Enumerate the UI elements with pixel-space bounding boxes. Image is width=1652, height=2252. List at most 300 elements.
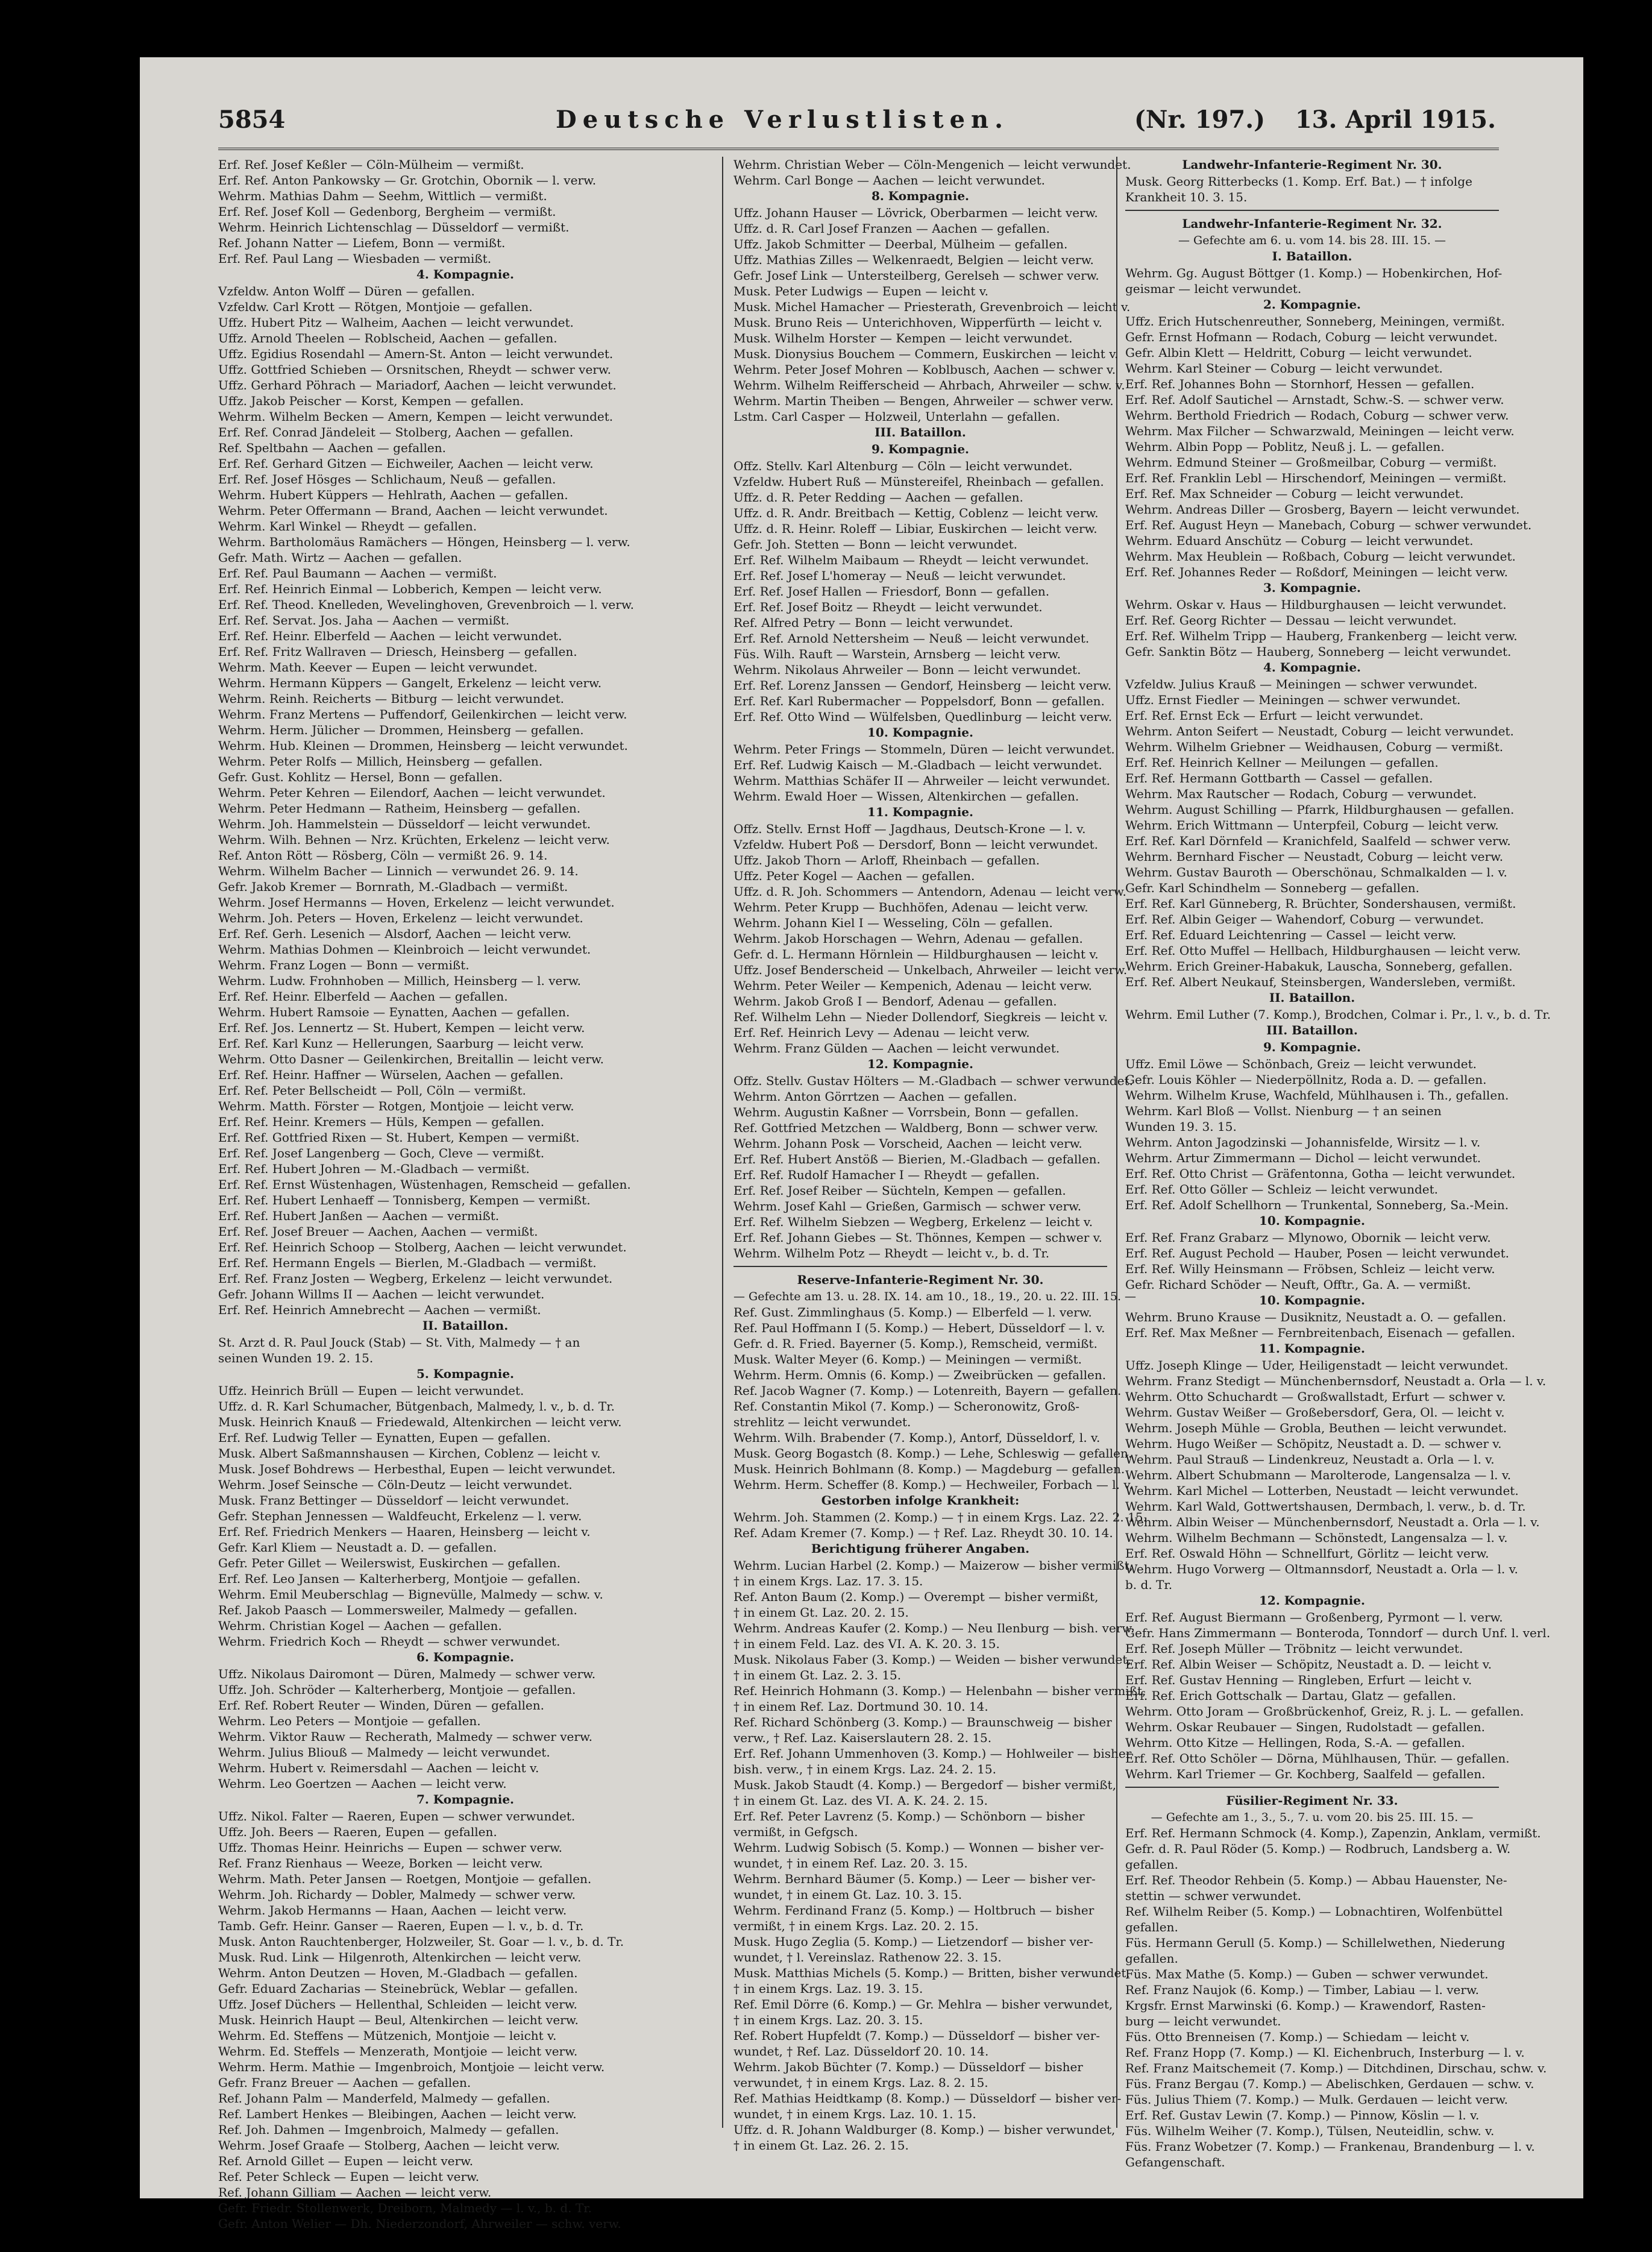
casualty-entry: Erf. Ref. Leo Jansen — Kalterherberg, Montjoie — gefallen. [218, 1571, 581, 1586]
casualty-entry: vermißt, in Gefgsch. [733, 1825, 858, 1839]
casualty-entry: Uffz. Arnold Theelen — Roblscheid, Aachen — gefallen. [218, 331, 557, 345]
casualty-entry: Füs. Wilhelm Weiher (7. Komp.), Tülsen, Neuteidlin, schw. v. [1125, 2124, 1495, 2138]
publication-title: Deutsche Verlustlisten. [556, 105, 1010, 134]
casualty-entry: Wehrm. Josef Graafe — Stolberg, Aachen — leicht verw. [218, 2138, 560, 2153]
casualty-entry: Ref. Gottfried Metzchen — Waldberg, Bonn — schwer verw. [733, 1121, 1099, 1135]
casualty-entry: Ref. Franz Maitschemeit (7. Komp.) — Ditchdinen, Dirschau, schw. v. [1125, 2061, 1547, 2075]
casualty-entry: Füs. Wilh. Rauft — Warstein, Arnsberg — leicht verw. [733, 647, 1061, 661]
casualty-entry: Erf. Ref. Johann Ummenhoven (3. Komp.) — Hohlweiler — bisher [733, 1746, 1132, 1761]
section-heading: II. Bataillon. [422, 1318, 509, 1333]
casualty-entry: Erf. Ref. Ludwig Kaisch — M.-Gladbach — leicht verwundet. [733, 758, 1102, 772]
casualty-entry: Erf. Ref. Joseph Müller — Tröbnitz — leicht verwundet. [1125, 1641, 1463, 1656]
casualty-entry: Wehrm. Josef Seinsche — Cöln-Deutz — leicht verwundet. [218, 1477, 573, 1492]
casualty-entry: Wehrm. Gg. August Böttger (1. Komp.) — Hobenkirchen, Hof- [1125, 266, 1503, 280]
casualty-entry: Erf. Ref. Fritz Wallraven — Driesch, Heinsberg — gefallen. [218, 644, 577, 659]
casualty-entry: Gefr. Eduard Zacharias — Steinebrück, Weblar — gefallen. [218, 1981, 578, 1996]
issue-number: (Nr. 197.) [1134, 105, 1266, 134]
casualty-entry: Wehrm. Bernhard Fischer — Neustadt, Coburg — leicht verw. [1125, 849, 1504, 864]
casualty-entry: Musk. Franz Bettinger — Düsseldorf — leicht verwundet. [218, 1493, 570, 1508]
casualty-entry: Krgsfr. Ernst Marwinski (6. Komp.) — Krawendorf, Rasten- [1125, 1998, 1486, 2013]
casualty-entry: Erf. Ref. Otto Göller — Schleiz — leicht verwundet. [1125, 1182, 1439, 1197]
casualty-entry: Erf. Ref. Josef Koll — Gedenborg, Bergheim — vermißt. [218, 204, 556, 219]
casualty-entry: Musk. Hugo Zeglia (5. Komp.) — Lietzendorf — bisher ver- [733, 1934, 1093, 1949]
casualty-entry: Wehrm. Gustav Weißer — Großebersdorf, Gera, Ol. — leicht v. [1125, 1405, 1505, 1420]
casualty-entry: Erf. Ref. Theodor Rehbein (5. Komp.) — Abbau Hauenster, Ne- [1125, 1873, 1507, 1887]
casualty-entry: Ref. Franz Hopp (7. Komp.) — Kl. Eichenbruch, Insterburg — l. v. [1125, 2045, 1525, 2060]
casualty-entry: Erf. Ref. Heinr. Elberfeld — Aachen — leicht verwundet. [218, 629, 562, 643]
section-heading: 11. Kompagnie. [867, 805, 973, 819]
casualty-entry: Gefr. Anton Welier — Dh. Niederzondorf, Ahrweiler — schw. verw. [218, 2216, 621, 2231]
casualty-entry: Wehrm. Anton Görrtzen — Aachen — gefallen. [733, 1089, 1017, 1104]
casualty-entry: Erf. Ref. Heinrich Kellner — Meilungen — gefallen. [1125, 755, 1439, 770]
casualty-entry: Wehrm. Mathias Dahm — Seehm, Wittlich — vermißt. [218, 189, 547, 203]
casualty-entry: Erf. Ref. Johann Giebes — St. Thönnes, Kempen — schwer v. [733, 1230, 1102, 1245]
casualty-entry: verw., † Ref. Laz. Kaiserslautern 28. 2. 15. [733, 1731, 992, 1745]
page-number: 5854 [218, 105, 286, 134]
casualty-entry: Wehrm. Matthias Schäfer II — Ahrweiler — leicht verwundet. [733, 773, 1111, 788]
casualty-entry: Wehrm. Herm. Jülicher — Drommen, Heinsberg — gefallen. [218, 723, 584, 737]
casualty-entry: Musk. Heinrich Knauß — Friedewald, Altenkirchen — leicht verw. [218, 1415, 622, 1429]
casualty-entry: Uffz. Jakob Peischer — Korst, Kempen — gefallen. [218, 394, 524, 408]
casualty-entry: Füs. Otto Brenneisen (7. Komp.) — Schiedam — leicht v. [1125, 2030, 1470, 2044]
casualty-entry: Wehrm. Wilhelm Becken — Amern, Kempen — leicht verwundet. [218, 409, 614, 424]
casualty-entry: Uffz. Johann Hauser — Lövrick, Oberbarmen — leicht verw. [733, 206, 1098, 220]
casualty-entry: Krankheit 10. 3. 15. [1125, 190, 1248, 204]
casualty-entry: Wehrm. Wilhelm Potz — Rheydt — leicht v., b. d. Tr. [733, 1246, 1050, 1260]
casualty-entry: Wehrm. Peter Hedmann — Ratheim, Heinsberg — gefallen. [218, 801, 581, 816]
casualty-entry: Wehrm. Franz Logen — Bonn — vermißt. [218, 958, 470, 972]
casualty-entry: Wunden 19. 3. 15. [1125, 1119, 1237, 1134]
casualty-entry: gefallen. [1125, 1951, 1178, 1966]
casualty-entry: Erf. Ref. Heinrich Einmal — Lobberich, Kempen — leicht verw. [218, 582, 602, 596]
casualty-entry: Offz. Stellv. Gustav Hölters — M.-Gladbach — schwer verwundet. [733, 1074, 1133, 1088]
casualty-entry: Wehrm. Jakob Groß I — Bendorf, Adenau — gefallen. [733, 994, 1057, 1008]
casualty-entry: Wehrm. Martin Theiben — Bengen, Ahrweiler — schwer verw. [733, 394, 1114, 408]
casualty-entry: Erf. Ref. Heinr. Kremers — Hüls, Kempen — gefallen. [218, 1115, 545, 1129]
casualty-entry: Wehrm. Hubert Küppers — Hehlrath, Aachen — gefallen. [218, 488, 568, 502]
casualty-entry: Musk. Walter Meyer (6. Komp.) — Meiningen — vermißt. [733, 1352, 1082, 1367]
section-heading: Füsilier-Regiment Nr. 33. [1226, 1793, 1398, 1808]
section-heading: 9. Kompagnie. [871, 442, 970, 456]
casualty-entry: verwundet, † in einem Krgs. Laz. 8. 2. 15. [733, 2075, 988, 2090]
casualty-entry: Lstm. Carl Casper — Holzweil, Unterlahn — gefallen. [733, 409, 1060, 424]
casualty-entry: Ref. Jacob Wagner (7. Komp.) — Lotenreith, Bayern — gefallen. [733, 1383, 1122, 1398]
casualty-entry: Wehrm. Hugo Vorwerg — Oltmannsdorf, Neustadt a. Orla — l. v. [1125, 1562, 1518, 1576]
casualty-entry: Uffz. d. R. Karl Schumacher, Bütgenbach, Malmedy, l. v., b. d. Tr. [218, 1399, 615, 1414]
casualty-entry: Gefr. d. L. Hermann Hörnlein — Hildburghausen — leicht v. [733, 947, 1099, 961]
casualty-entry: strehlitz — leicht verwundet. [733, 1415, 911, 1429]
casualty-entry: Wehrm. Karl Steiner — Coburg — leicht verwundet. [1125, 361, 1443, 376]
section-heading: 10. Kompagnie. [867, 725, 973, 740]
casualty-entry: Erf. Ref. Max Meßner — Fernbreitenbach, Eisenach — gefallen. [1125, 1326, 1516, 1340]
casualty-entry: Erf. Ref. Otto Schöler — Dörna, Mühlhausen, Thür. — gefallen. [1125, 1751, 1510, 1766]
casualty-entry: Wehrm. Karl Triemer — Gr. Kochberg, Saalfeld — gefallen. [1125, 1767, 1486, 1781]
casualty-entry: Erf. Ref. Heinr. Haffner — Würselen, Aachen — gefallen. [218, 1068, 564, 1082]
casualty-entry: Wehrm. Eduard Anschütz — Coburg — leicht verwundet. [1125, 533, 1474, 548]
casualty-entry: Musk. Heinrich Bohlmann (8. Komp.) — Magdeburg — gefallen. [733, 1462, 1125, 1476]
casualty-entry: Wehrm. Hub. Kleinen — Drommen, Heinsberg — leicht verwundet. [218, 738, 628, 753]
casualty-entry: Musk. Peter Ludwigs — Eupen — leicht v. [733, 284, 989, 298]
casualty-entry: Wehrm. Herm. Scheffer (8. Komp.) — Hechweiler, Forbach — l. v. [733, 1477, 1133, 1492]
casualty-entry: Wehrm. Ferdinand Franz (5. Komp.) — Holtbruch — bisher [733, 1903, 1095, 1917]
casualty-entry: Uffz. Emil Löwe — Schönbach, Greiz — leicht verwundet. [1125, 1057, 1477, 1071]
casualty-entry: Wehrm. Andreas Diller — Grosberg, Bayern — leicht verwundet. [1125, 502, 1520, 517]
casualty-entry: Uffz. Erich Hutschenreuther, Sonneberg, Meiningen, vermißt. [1125, 314, 1505, 329]
casualty-entry: Wehrm. Edmund Steiner — Großmeilbar, Coburg — vermißt. [1125, 455, 1497, 470]
casualty-entry: † in einem Gt. Laz. 2. 3. 15. [733, 1668, 902, 1682]
casualty-entry: Ref. Johann Palm — Manderfeld, Malmedy — gefallen. [218, 2091, 550, 2106]
casualty-entry: Wehrm. Viktor Rauw — Recherath, Malmedy — schwer verw. [218, 1729, 593, 1744]
casualty-entry: Ref. Franz Rienhaus — Weeze, Borken — leicht verw. [218, 1856, 543, 1870]
casualty-entry: Musk. Georg Bogastch (8. Komp.) — Lehe, Schleswig — gefallen. [733, 1446, 1132, 1461]
casualty-entry: Wehrm. Josef Kahl — Grießen, Garmisch — schwer verw. [733, 1199, 1082, 1213]
casualty-entry: Wehrm. Hubert v. Reimersdahl — Aachen — leicht v. [218, 1761, 539, 1775]
casualty-entry: Erf. Ref. Peter Lavrenz (5. Komp.) — Schönborn — bisher [733, 1809, 1085, 1823]
casualty-entry: † in einem Krgs. Laz. 17. 3. 15. [733, 1574, 923, 1588]
casualty-entry: Musk. Matthias Michels (5. Komp.) — Britten, bisher verwundet, [733, 1966, 1130, 1980]
casualty-entry: Wehrm. Nikolaus Ahrweiler — Bonn — leicht verwundet. [733, 662, 1081, 677]
casualty-entry: Erf. Ref. Josef Keßler — Cöln-Mülheim — vermißt. [218, 157, 524, 172]
casualty-entry: Erf. Ref. Wilhelm Maibaum — Rheydt — leicht verwundet. [733, 553, 1089, 567]
casualty-entry: Musk. Bruno Reis — Unterichhoven, Wipperfürth — leicht v. [733, 315, 1102, 330]
casualty-entry: Uffz. Josef Benderscheid — Unkelbach, Ahrweiler — leicht verw. [733, 963, 1128, 977]
casualty-entry: Erf. Ref. Gustav Henning — Ringleben, Erfurt — leicht v. [1125, 1673, 1472, 1687]
casualty-entry: Wehrm. Ed. Steffels — Menzerath, Montjoie — leicht verw. [218, 2044, 578, 2059]
casualty-entry: Erf. Ref. Hermann Schmock (4. Komp.), Zapenzin, Anklam, vermißt. [1125, 1826, 1541, 1840]
casualty-entry: Vzfeldw. Hubert Poß — Dersdorf, Bonn — leicht verwundet. [733, 837, 1098, 852]
casualty-entry: Wehrm. Herm. Omnis (6. Komp.) — Zweibrücken — gefallen. [733, 1368, 1107, 1382]
casualty-entry: Ref. Peter Schleck — Eupen — leicht verw. [218, 2169, 480, 2184]
casualty-entry: Offz. Stellv. Karl Altenburg — Cöln — leicht verwundet. [733, 459, 1073, 473]
casualty-entry: Wehrm. Anton Deutzen — Hoven, M.-Gladbach — gefallen. [218, 1966, 578, 1980]
section-heading: 4. Kompagnie. [1263, 660, 1361, 675]
casualty-entry: Wehrm. Jakob Horschagen — Wehrn, Adenau — gefallen. [733, 931, 1083, 946]
casualty-entry: Erf. Ref. Rudolf Hamacher I — Rheydt — gefallen. [733, 1168, 1040, 1182]
header-rule [218, 148, 1499, 150]
casualty-entry: Wehrm. Lucian Harbel (2. Komp.) — Maizerow — bisher vermißt, [733, 1558, 1133, 1573]
casualty-entry: Wehrm. Matth. Förster — Rotgen, Montjoie — leicht verw. [218, 1099, 574, 1113]
casualty-entry: Erf. Ref. Josef Langenberg — Goch, Cleve — vermißt. [218, 1146, 545, 1160]
casualty-entry: Erf. Ref. Heinrich Levy — Adenau — leicht verw. [733, 1025, 1030, 1040]
casualty-entry: Erf. Ref. August Biermann — Großenberg, Pyrmont — l. verw. [1125, 1610, 1503, 1625]
casualty-entry: Gefr. d. R. Paul Röder (5. Komp.) — Rodbruch, Landsberg a. W. [1125, 1842, 1511, 1856]
casualty-entry: Musk. Jakob Staudt (4. Komp.) — Bergedorf — bisher vermißt, [733, 1778, 1116, 1792]
casualty-entry: Wehrm. Friedrich Koch — Rheydt — schwer verwundet. [218, 1634, 561, 1649]
casualty-entry: Gefr. Albin Klett — Heldritt, Coburg — leicht verwundet. [1125, 345, 1472, 360]
section-subheading: — Gefechte am 6. u. vom 14. bis 28. III. 15. — [1178, 234, 1446, 247]
casualty-entry: Erf. Ref. Ludwig Teller — Eynatten, Eupen — gefallen. [218, 1430, 551, 1445]
casualty-entry: Ref. Franz Naujok (6. Komp.) — Timber, Labiau — l. verw. [1125, 1983, 1480, 1997]
casualty-entry: Erf. Ref. Otto Wind — Wülfelsben, Quedlinburg — leicht verw. [733, 709, 1113, 724]
casualty-entry: Ref. Richard Schönberg (3. Komp.) — Braunschweig — bisher [733, 1715, 1112, 1729]
casualty-entry: Wehrm. Otto Dasner — Geilenkirchen, Breitallin — leicht verw. [218, 1052, 605, 1066]
casualty-entry: Wehrm. Wilhelm Bechmann — Schönstedt, Langensalza — l. v. [1125, 1530, 1508, 1545]
casualty-entry: stettin — schwer verwundet. [1125, 1889, 1302, 1903]
casualty-entry: Erf. Ref. Otto Christ — Gräfentonna, Gotha — leicht verwundet. [1125, 1166, 1516, 1181]
casualty-entry: Wehrm. Karl Michel — Lotterben, Neustadt — leicht verwundet. [1125, 1483, 1519, 1498]
casualty-entry: Ref. Adam Kremer (7. Komp.) — † Ref. Laz. Rheydt 30. 10. 14. [733, 1526, 1113, 1540]
casualty-entry: Wehrm. Carl Bonge — Aachen — leicht verwundet. [733, 173, 1045, 187]
casualty-entry: Wehrm. Albin Popp — Poblitz, Neuß j. L. — gefallen. [1125, 439, 1445, 454]
casualty-entry: gefallen. [1125, 1920, 1178, 1934]
section-heading: Reserve-Infanterie-Regiment Nr. 30. [797, 1272, 1044, 1287]
casualty-entry: Wehrm. Karl Bloß — Vollst. Nienburg — † an seinen [1125, 1104, 1442, 1118]
section-heading: 10. Kompagnie. [1259, 1293, 1365, 1307]
casualty-entry: Gefr. d. R. Fried. Bayerner (5. Komp.), Remscheid, vermißt. [733, 1336, 1098, 1351]
casualty-entry: wundet, † Ref. Laz. Düsseldorf 20. 10. 14. [733, 2044, 989, 2059]
casualty-entry: Erf. Ref. Johannes Reder — Roßdorf, Meiningen — leicht verw. [1125, 565, 1509, 579]
casualty-entry: Ref. Emil Dörre (6. Komp.) — Gr. Mehlra — bisher verwundet, [733, 1997, 1113, 2011]
casualty-entry: Erf. Ref. Karl Kunz — Hellerungen, Saarburg — leicht verw. [218, 1036, 584, 1051]
casualty-entry: Uffz. Peter Kogel — Aachen — gefallen. [733, 869, 975, 883]
casualty-entry: Wehrm. Otto Joram — Großbrückenhof, Greiz, R. j. L. — gefallen. [1125, 1704, 1524, 1719]
casualty-entry: Gefr. Ernst Hofmann — Rodach, Coburg — leicht verwundet. [1125, 330, 1498, 344]
casualty-entry: Ref. Wilhelm Reiber (5. Komp.) — Lobnachtiren, Wolfenbüttel [1125, 1904, 1503, 1919]
casualty-entry: Erf. Ref. Karl Günneberg, R. Brüchter, Sondershausen, vermißt. [1125, 896, 1516, 911]
section-heading: 11. Kompagnie. [1259, 1341, 1365, 1356]
casualty-entry: Ref. Lambert Henkes — Bleibingen, Aachen — leicht verw. [218, 2107, 577, 2121]
casualty-entry: Wehrm. Bernhard Bäumer (5. Komp.) — Leer — bisher ver- [733, 1872, 1096, 1886]
casualty-entry: Wehrm. Erich Wittmann — Unterpfeil, Coburg — leicht verw. [1125, 818, 1499, 832]
casualty-entry: Wehrm. Anton Seifert — Neustadt, Coburg — leicht verwundet. [1125, 724, 1514, 738]
section-heading: 12. Kompagnie. [1259, 1593, 1365, 1608]
casualty-entry: Wehrm. Franz Stedigt — Münchenbernsdorf, Neustadt a. Orla — l. v. [1125, 1374, 1547, 1388]
casualty-entry: Wehrm. Andreas Kaufer (2. Komp.) — Neu Ilenburg — bish. verw. [733, 1621, 1135, 1635]
casualty-entry: Erf. Ref. Karl Rubermacher — Poppelsdorf, Bonn — gefallen. [733, 694, 1105, 708]
casualty-entry: Füs. Max Mathe (5. Komp.) — Guben — schwer verwundet. [1125, 1967, 1489, 1981]
casualty-entry: Gefr. Peter Gillet — Weilerswist, Euskirchen — gefallen. [218, 1556, 561, 1570]
casualty-entry: Erf. Ref. Hubert Anstöß — Bierien, M.-Gladbach — gefallen. [733, 1152, 1101, 1166]
casualty-entry: Gefr. Gust. Kohlitz — Hersel, Bonn — gefallen. [218, 770, 503, 784]
casualty-entry: Erf. Ref. Ernst Wüstenhagen, Wüstenhagen, Remscheid — gefallen. [218, 1177, 631, 1192]
section-heading: 3. Kompagnie. [1263, 580, 1361, 595]
casualty-entry: Erf. Ref. Josef L'homeray — Neuß — leicht verwundet. [733, 568, 1066, 583]
casualty-entry: Wehrm. Joh. Hammelstein — Düsseldorf — leicht verwundet. [218, 817, 591, 831]
casualty-entry: Erf. Ref. Hubert Johren — M.-Gladbach — vermißt. [218, 1162, 530, 1176]
casualty-entry: Ref. Heinrich Hohmann (3. Komp.) — Helenbahn — bisher vermißt, [733, 1684, 1146, 1698]
casualty-entry: Gefr. Jakob Kremer — Bornrath, M.-Gladbach — vermißt. [218, 879, 568, 894]
casualty-entry: Ref. Wilhelm Lehn — Nieder Dollendorf, Siegkreis — leicht v. [733, 1010, 1108, 1024]
casualty-entry: Uffz. Joseph Klinge — Uder, Heiligenstadt — leicht verwundet. [1125, 1358, 1509, 1373]
casualty-entry: Erf. Ref. Max Schneider — Coburg — leicht verwundet. [1125, 486, 1464, 501]
casualty-entry: Wehrm. Wilhelm Kruse, Wachfeld, Mühlhausen i. Th., gefallen. [1125, 1088, 1509, 1102]
casualty-entry: Uffz. Egidius Rosendahl — Amern-St. Anton — leicht verwundet. [218, 347, 614, 361]
casualty-entry: Erf. Ref. Otto Muffel — Hellbach, Hildburghausen — leicht verw. [1125, 943, 1521, 958]
casualty-entry: Uffz. d. R. Carl Josef Franzen — Aachen — gefallen. [733, 221, 1050, 236]
casualty-entry: Wehrm. Peter Kehren — Eilendorf, Aachen — leicht verwundet. [218, 785, 606, 800]
casualty-entry: † in einem Krgs. Laz. 20. 3. 15. [733, 2013, 923, 2027]
casualty-entry: Erf. Ref. Heinrich Schoop — Stolberg, Aachen — leicht verwundet. [218, 1240, 627, 1254]
casualty-entry: Erf. Ref. Paul Lang — Wiesbaden — vermißt. [218, 251, 492, 266]
casualty-entry: Gefr. Louis Köhler — Niederpöllnitz, Roda a. D. — gefallen. [1125, 1072, 1487, 1087]
casualty-entry: Musk. Wilhelm Horster — Kempen — leicht verwundet. [733, 331, 1073, 345]
casualty-entry: seinen Wunden 19. 2. 15. [218, 1351, 374, 1365]
casualty-entry: Erf. Ref. Ernst Eck — Erfurt — leicht verwundet. [1125, 708, 1424, 723]
casualty-entry: Ref. Anton Rött — Rösberg, Cöln — vermißt 26. 9. 14. [218, 848, 548, 863]
casualty-entry: Erf. Ref. August Pechold — Hauber, Posen — leicht verwundet. [1125, 1246, 1510, 1260]
casualty-entry: Wehrm. Peter Frings — Stommeln, Düren — leicht verwundet. [733, 742, 1115, 756]
casualty-entry: Wehrm. Karl Wald, Gottwertshausen, Dermbach, l. verw., b. d. Tr. [1125, 1499, 1526, 1514]
casualty-entry: Wehrm. Math. Peter Jansen — Roetgen, Montjoie — gefallen. [218, 1872, 592, 1886]
casualty-entry: Wehrm. Franz Mertens — Puffendorf, Geilenkirchen — leicht verw. [218, 707, 627, 722]
casualty-entry: Erf. Ref. Erich Gottschalk — Dartau, Glatz — gefallen. [1125, 1688, 1456, 1703]
casualty-entry: bish. verw., † in einem Krgs. Laz. 24. 2. 15. [733, 1762, 996, 1776]
casualty-entry: Uffz. Joh. Beers — Raeren, Eupen — gefallen. [218, 1825, 497, 1839]
casualty-entry: Wehrm. Max Heublein — Roßbach, Coburg — leicht verwundet. [1125, 549, 1516, 564]
casualty-entry: † in einem Gt. Laz. 20. 2. 15. [733, 1605, 909, 1620]
casualty-entry: Wehrm. Anton Jagodzinski — Johannisfelde, Wirsitz — l. v. [1125, 1135, 1481, 1150]
casualty-entry: Erf. Ref. Franz Grabarz — Mlynowo, Obornik — leicht verw. [1125, 1230, 1491, 1245]
casualty-entry: b. d. Tr. [1125, 1577, 1173, 1592]
casualty-entry: Uffz. Joh. Schröder — Kalterherberg, Montjoie — gefallen. [218, 1682, 576, 1697]
casualty-entry: Wehrm. Leo Goertzen — Aachen — leicht verw. [218, 1776, 507, 1791]
casualty-entry: Wehrm. Joh. Richardy — Dobler, Malmedy — schwer verw. [218, 1887, 576, 1902]
casualty-entry: Wehrm. Johann Posk — Vorscheid, Aachen — leicht verw. [733, 1136, 1082, 1151]
casualty-entry: Ref. Joh. Dahmen — Imgenbroich, Malmedy — gefallen. [218, 2122, 559, 2137]
casualty-entry: Gefr. Karl Kliem — Neustadt a. D. — gefallen. [218, 1540, 497, 1555]
section-rule [1125, 210, 1499, 211]
casualty-entry: Musk. Josef Bohdrews — Herbesthal, Eupen — leicht verwundet. [218, 1462, 616, 1476]
casualty-entry: Wehrm. Gustav Bauroth — Oberschönau, Schmalkalden — l. v. [1125, 865, 1507, 879]
casualty-entry: Ref. Paul Hoffmann I (5. Komp.) — Hebert, Düsseldorf — l. v. [733, 1321, 1105, 1335]
casualty-entry: Erf. Ref. Hermann Engels — Bierlen, M.-Gladbach — vermißt. [218, 1256, 597, 1270]
casualty-entry: Wehrm. Max Rautscher — Rodach, Coburg — verwundet. [1125, 787, 1477, 801]
section-heading: 12. Kompagnie. [867, 1057, 973, 1071]
casualty-entry: Wehrm. Emil Luther (7. Komp.), Brodchen, Colmar i. Pr., l. v., b. d. Tr. [1125, 1007, 1551, 1022]
casualty-entry: Erf. Ref. Peter Bellscheidt — Poll, Cöln — vermißt. [218, 1083, 526, 1098]
casualty-entry: Erf. Ref. Arnold Nettersheim — Neuß — leicht verwundet. [733, 631, 1090, 646]
casualty-entry: wundet, † in einem Ref. Laz. 20. 3. 15. [733, 1856, 968, 1870]
casualty-entry: Wehrm. Julius Bliouß — Malmedy — leicht verwundet. [218, 1745, 550, 1760]
casualty-entry: Uffz. d. R. Joh. Schommers — Antendorn, Adenau — leicht verw. [733, 884, 1126, 899]
casualty-entry: Ref. Arnold Gillet — Eupen — leicht verw. [218, 2154, 474, 2168]
casualty-entry: Wehrm. Oskar v. Haus — Hildburghausen — leicht verwundet. [1125, 597, 1507, 612]
casualty-entry: Erf. Ref. Jos. Lennertz — St. Hubert, Kempen — leicht verw. [218, 1021, 585, 1035]
casualty-entry: Wehrm. Peter Josef Mohren — Koblbusch, Aachen — schwer v. [733, 362, 1116, 377]
casualty-entry: Vzfeldw. Anton Wolff — Düren — gefallen. [218, 284, 475, 298]
casualty-entry: Wehrm. Jakob Büchter (7. Komp.) — Düsseldorf — bisher [733, 2060, 1083, 2074]
casualty-entry: Erf. Ref. Eduard Leichtenring — Cassel — leicht verw. [1125, 928, 1457, 942]
casualty-entry: Erf. Ref. Josef Hösges — Schlichaum, Neuß — gefallen. [218, 472, 556, 486]
casualty-entry: Füs. Franz Bergau (7. Komp.) — Abelischken, Gerdauen — schw. v. [1125, 2077, 1534, 2091]
casualty-entry: Uffz. Nikol. Falter — Raeren, Eupen — schwer verwundet. [218, 1809, 576, 1823]
casualty-entry: Erf. Ref. Heinrich Amnebrecht — Aachen — vermißt. [218, 1303, 541, 1317]
casualty-entry: Wehrm. Karl Winkel — Rheydt — gefallen. [218, 519, 477, 533]
casualty-entry: Uffz. d. R. Peter Redding — Aachen — gefallen. [733, 490, 1023, 505]
casualty-entry: Vzfeldw. Hubert Ruß — Münstereifel, Rheinbach — gefallen. [733, 474, 1104, 489]
casualty-entry: Erf. Ref. Servat. Jos. Jaha — Aachen — vermißt. [218, 613, 510, 627]
casualty-entry: Wehrm. Herm. Mathie — Imgenbroich, Montjoie — leicht verw. [218, 2060, 605, 2074]
casualty-entry: Erf. Ref. Albert Neukauf, Steinsbergen, Wandersleben, vermißt. [1125, 975, 1516, 989]
casualty-entry: Uffz. Mathias Zilles — Welkenraedt, Belgien — leicht verw. [733, 253, 1094, 267]
casualty-entry: † in einem Krgs. Laz. 19. 3. 15. [733, 1981, 923, 1996]
casualty-entry: Uffz. Josef Düchers — Hellenthal, Schleiden — leicht verw. [218, 1997, 577, 2011]
casualty-entry: † in einem Ref. Laz. Dortmund 30. 10. 14. [733, 1699, 988, 1714]
casualty-entry: Erf. Ref. Paul Baumann — Aachen — vermißt. [218, 566, 497, 580]
casualty-entry: Erf. Ref. Oswald Höhn — Schnellfurt, Görlitz — leicht verw. [1125, 1546, 1489, 1561]
casualty-entry: Erf. Ref. Wilhelm Siebzen — Wegberg, Erkelenz — leicht v. [733, 1215, 1093, 1229]
casualty-entry: † in einem Gt. Laz. des VI. A. K. 24. 2. 15. [733, 1793, 988, 1808]
column-right [1125, 157, 1551, 2169]
casualty-entry: Wehrm. Wilhelm Bacher — Linnich — verwundet 26. 9. 14. [218, 864, 579, 878]
section-rule [733, 1266, 1107, 1267]
casualty-entry: Musk. Georg Ritterbecks (1. Komp. Erf. Bat.) — † infolge [1125, 174, 1472, 189]
section-subheading: — Gefechte am 1., 3., 5., 7. u. vom 20. bis 25. III. 15. — [1151, 1811, 1474, 1824]
casualty-entry: Wehrm. Leo Peters — Montjoie — gefallen. [218, 1714, 481, 1728]
casualty-entry: Wehrm. Joseph Mühle — Grobla, Beuthen — leicht verwundet. [1125, 1421, 1507, 1435]
casualty-entry: Ref. Jakob Paasch — Lommersweiler, Malmedy — gefallen. [218, 1603, 577, 1617]
casualty-entry: Uffz. Hubert Pitz — Walheim, Aachen — leicht verwundet. [218, 315, 574, 330]
casualty-entry: Musk. Heinrich Haupt — Beul, Altenkirchen — leicht verw. [218, 2013, 579, 2027]
casualty-entry: Wehrm. Otto Schuchardt — Großwallstadt, Erfurt — schwer v. [1125, 1389, 1506, 1404]
casualty-entry: Ref. Alfred Petry — Bonn — leicht verwundet. [733, 615, 1014, 630]
casualty-entry: Wehrm. Oskar Reubauer — Singen, Rudolstadt — gefallen. [1125, 1720, 1486, 1734]
casualty-entry: Wehrm. Ewald Hoer — Wissen, Altenkirchen — gefallen. [733, 789, 1079, 804]
casualty-entry: Wehrm. Wilh. Behnen — Nrz. Krüchten, Erkelenz — leicht verw. [218, 832, 610, 847]
casualty-entry: Erf. Ref. Franklin Lebl — Hirschendorf, Meiningen — vermißt. [1125, 471, 1507, 485]
casualty-entry: Wehrm. Albin Weiser — Münchenbernsdorf, Neustadt a. Orla — l. v. [1125, 1515, 1540, 1529]
casualty-entry: Gefr. Hans Zimmermann — Bonteroda, Tonndorf — durch Unf. l. verl. [1125, 1626, 1551, 1640]
casualty-entry: Ref. Gust. Zimmlinghaus (5. Komp.) — Elberfeld — l. verw. [733, 1305, 1092, 1319]
casualty-entry: Wehrm. Albert Schubmann — Marolterode, Langensalza — l. v. [1125, 1468, 1512, 1482]
section-heading: I. Bataillon. [1272, 249, 1352, 263]
section-heading: III. Bataillon. [875, 425, 966, 439]
section-heading: Landwehr-Infanterie-Regiment Nr. 32. [1182, 216, 1442, 231]
casualty-entry: wundet, † l. Vereinslaz. Rathenow 22. 3. 15. [733, 1950, 1002, 1964]
casualty-entry: Musk. Anton Rauchtenberger, Holzweiler, St. Goar — l. v., b. d. Tr. [218, 1934, 624, 1949]
section-heading: 6. Kompagnie. [416, 1650, 515, 1664]
casualty-entry: Wehrm. Franz Gülden — Aachen — leicht verwundet. [733, 1041, 1060, 1055]
casualty-entry: Wehrm. Bruno Krause — Dusiknitz, Neustadt a. O. — gefallen. [1125, 1310, 1507, 1324]
casualty-entry: Uffz. Nikolaus Dairomont — Düren, Malmedy — schwer verw. [218, 1667, 596, 1681]
casualty-entry: Erf. Ref. Gustav Lewin (7. Komp.) — Pinnow, Köslin — l. v. [1125, 2108, 1480, 2122]
casualty-entry: Erf. Ref. Hermann Gottbarth — Cassel — gefallen. [1125, 771, 1433, 785]
casualty-entry: Erf. Ref. Franz Josten — Wegberg, Erkelenz — leicht verwundet. [218, 1271, 613, 1286]
casualty-entry: Wehrm. Hugo Weißer — Schöpitz, Neustadt a. D. — schwer v. [1125, 1436, 1502, 1451]
section-heading: 4. Kompagnie. [416, 267, 515, 282]
casualty-entry: Wehrm. Christian Kogel — Aachen — gefallen. [218, 1618, 502, 1633]
casualty-entry: Erf. Ref. Adolf Sautichel — Arnstadt, Schw.-S. — schwer verw. [1125, 392, 1504, 407]
casualty-entry: Füs. Hermann Gerull (5. Komp.) — Schillelwethen, Niederung [1125, 1936, 1506, 1950]
casualty-entry: Ref. Anton Baum (2. Komp.) — Overempt — bisher vermißt, [733, 1590, 1099, 1604]
casualty-entry: Erf. Ref. Conrad Jändeleit — Stolberg, Aachen — gefallen. [218, 425, 574, 439]
column-divider [722, 157, 723, 2128]
casualty-entry: Uffz. d. R. Johann Waldburger (8. Komp.) — bisher verwundet, [733, 2122, 1116, 2137]
casualty-entry: Wehrm. Augustin Kaßner — Vorrsbein, Bonn — gefallen. [733, 1105, 1079, 1119]
casualty-entry: Wehrm. Bartholomäus Ramächers — Höngen, Heinsberg — l. verw. [218, 535, 630, 549]
section-heading: 2. Kompagnie. [1263, 297, 1361, 312]
casualty-entry: Wehrm. Ludw. Frohnhoben — Millich, Heinsberg — l. verw. [218, 973, 582, 988]
casualty-entry: Erf. Ref. Friedrich Menkers — Haaren, Heinsberg — leicht v. [218, 1524, 591, 1539]
casualty-entry: † in einem Gt. Laz. 26. 2. 15. [733, 2138, 909, 2153]
casualty-entry: Wehrm. Erich Greiner-Habakuk, Lauscha, Sonneberg, gefallen. [1125, 959, 1513, 973]
casualty-entry: Erf. Ref. Hubert Janßen — Aachen — vermißt. [218, 1209, 500, 1223]
casualty-entry: Wehrm. Heinrich Lichtenschlag — Düsseldorf — vermißt. [218, 220, 570, 234]
casualty-entry: Uffz. Thomas Heinr. Heinrichs — Eupen — schwer verw. [218, 1840, 563, 1855]
casualty-entry: Gefr. Friedr. Stollenwerk, Dreiborn, Malmedy — l. v., b. d. Tr. [218, 2201, 592, 2215]
casualty-entry: Wehrm. Wilhelm Griebner — Weidhausen, Coburg — vermißt. [1125, 740, 1504, 754]
casualty-entry: Gefr. Josef Link — Untersteilberg, Gerelseh — schwer verw. [733, 268, 1099, 283]
casualty-entry: Ref. Johann Natter — Liefem, Bonn — vermißt. [218, 236, 506, 250]
casualty-entry: Erf. Ref. Johannes Bohn — Stornhorf, Hessen — gefallen. [1125, 377, 1475, 391]
casualty-entry: Offz. Stellv. Ernst Hoff — Jagdhaus, Deutsch-Krone — l. v. [733, 822, 1086, 836]
casualty-entry: Vzfeldw. Julius Krauß — Meiningen — schwer verwundet. [1125, 677, 1478, 691]
section-heading: II. Bataillon. [1269, 990, 1355, 1005]
casualty-entry: Gefr. Johann Willms II — Aachen — leicht verwundet. [218, 1287, 545, 1301]
casualty-entry: Wehrm. Peter Offermann — Brand, Aachen — leicht verwundet. [218, 503, 608, 518]
casualty-entry: Erf. Ref. Karl Dörnfeld — Kranichfeld, Saalfeld — schwer verw. [1125, 834, 1511, 848]
casualty-entry: St. Arzt d. R. Paul Jouck (Stab) — St. Vith, Malmedy — † an [218, 1335, 580, 1350]
